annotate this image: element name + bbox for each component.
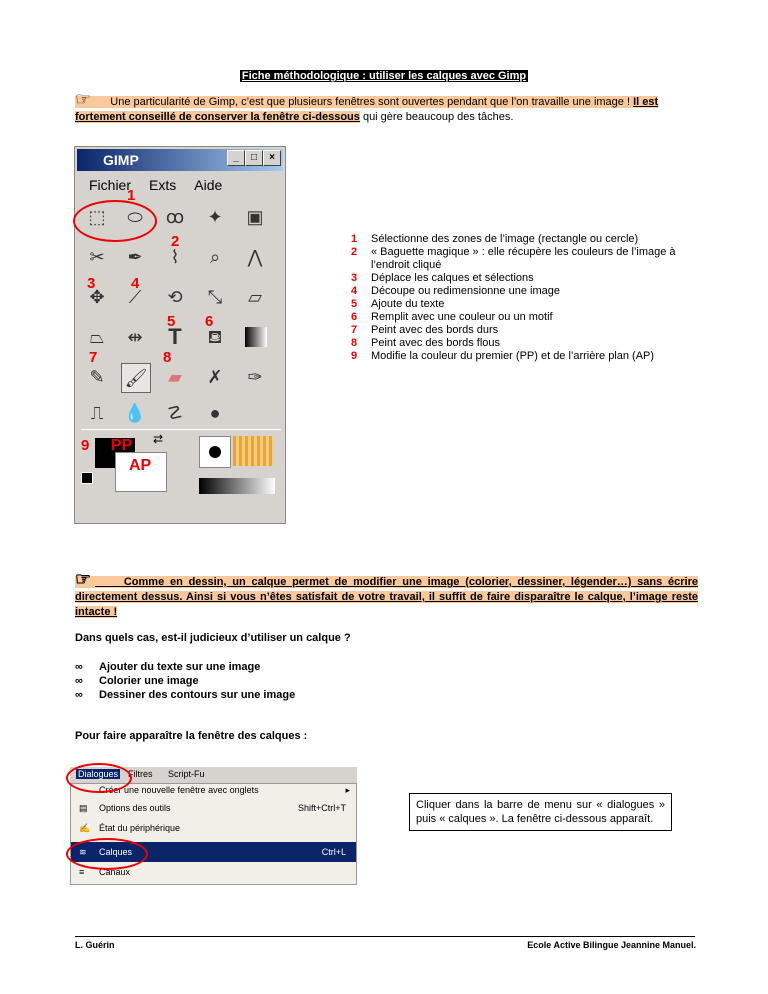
gimp-titlebar: GIMP bbox=[77, 149, 283, 171]
label-6: 6 bbox=[205, 313, 214, 330]
highlight-circle bbox=[73, 200, 157, 242]
dodge-burn-icon: ● bbox=[209, 403, 221, 423]
label-pp: PP bbox=[111, 437, 133, 454]
list-item: 5 Ajoute du texte bbox=[351, 298, 445, 310]
list-item: 3 Déplace les calques et sélections bbox=[351, 272, 534, 284]
tool-legend-list bbox=[344, 233, 684, 363]
paintbrush-icon: 🖌 bbox=[121, 363, 151, 393]
default-colors-icon bbox=[81, 472, 93, 484]
menu-item-canaux: ≡ Canaux bbox=[71, 862, 356, 882]
menu-item-calques: ≋ Calques Ctrl+L bbox=[71, 842, 356, 862]
label-4: 4 bbox=[131, 275, 140, 292]
menu-exts: Exts bbox=[149, 177, 177, 193]
bucket-fill-icon: ⛾ bbox=[207, 327, 223, 347]
text-icon: T bbox=[168, 324, 182, 349]
footer-divider bbox=[75, 936, 695, 937]
zoom-icon: ⌕ bbox=[209, 247, 221, 267]
layers-icon: ≋ bbox=[79, 847, 87, 857]
list-item: ∞ Colorier une image bbox=[75, 675, 199, 687]
page-title: Fiche méthodologique : utiliser les calques avec Gimp bbox=[241, 70, 527, 82]
footer-school: Ecole Active Bilingue Jeannine Manuel. bbox=[527, 940, 696, 950]
list-item: 6 Remplit avec une couleur ou un motif bbox=[351, 311, 553, 323]
tool-options-icon: ▤ bbox=[79, 803, 88, 813]
gradient-preview bbox=[199, 478, 275, 494]
label-3: 3 bbox=[87, 275, 96, 292]
bullet-icon: ∞ bbox=[75, 675, 83, 687]
footer-author: L. Guérin bbox=[75, 940, 115, 950]
list-item: 8 Peint avec des bords flous bbox=[351, 337, 501, 349]
list-item: 9 Modifie la couleur du premier (PP) et de l’arrière plan (AP) bbox=[351, 350, 655, 362]
calque-explanation: ☞ Comme en dessin, un calque permet de modifier une image (colorier, dessiner, légender…) sans écrire directement dessus. Ainsi si vous n’êtes satisfait de votre travail, il suffit de faire disparaître le calque, l’image reste intacte ! bbox=[75, 569, 698, 618]
clone-icon: ⎍ bbox=[90, 403, 104, 423]
close-icon: × bbox=[263, 150, 281, 166]
question-heading: Dans quels cas, est-il judicieux d’utiliser un calque ? bbox=[75, 632, 351, 644]
gimp-menubar bbox=[89, 177, 240, 193]
minimize-icon: _ bbox=[227, 150, 245, 166]
list-item: 4 Découpe ou redimensionne une image bbox=[351, 285, 560, 297]
pointing-hand-icon: ☞ bbox=[75, 89, 92, 109]
instruction-box: Cliquer dans la barre de menu sur « dialogues » puis « calques ». La fenêtre ci-dessous apparaît. bbox=[409, 793, 672, 831]
paths-icon: ✒ bbox=[127, 247, 143, 267]
lasso-icon: ꝏ bbox=[165, 207, 185, 227]
magic-wand-icon: ✦ bbox=[207, 207, 223, 227]
maximize-icon: □ bbox=[245, 150, 263, 166]
intro-paragraph: ☞ Une particularité de Gimp, c’est que plusieurs fenêtres sont ouvertes pendant que l’on travaille une image ! Il est fortement conseillé de conserver la fenêtre ci-dessous qui gère beaucoup des tâches. bbox=[75, 89, 659, 123]
menu-dialogues: Dialogues bbox=[78, 769, 119, 779]
rotate-icon: ⟲ bbox=[167, 287, 183, 307]
device-status-icon: ✍ bbox=[79, 823, 91, 833]
perspective-icon: ⏢ bbox=[89, 327, 105, 347]
label-8: 8 bbox=[163, 349, 172, 366]
color-select-icon: ▣ bbox=[246, 207, 264, 227]
bullet-icon: ∞ bbox=[75, 689, 83, 701]
ellipse-select-icon: ⬭ bbox=[127, 207, 143, 227]
pointing-hand-icon: ☞ bbox=[75, 569, 92, 589]
channels-icon: ≡ bbox=[79, 867, 85, 877]
label-5: 5 bbox=[167, 313, 176, 330]
menu-filtres: Filtres bbox=[128, 769, 153, 779]
eraser-icon: ▰ bbox=[168, 367, 182, 387]
airbrush-icon: ✗ bbox=[207, 367, 223, 387]
gradient-icon bbox=[245, 327, 267, 347]
bullet-icon: ∞ bbox=[75, 661, 83, 673]
list-item: ∞ Ajouter du texte sur une image bbox=[75, 661, 261, 673]
rect-select-icon: ⬚ bbox=[88, 207, 106, 227]
menu-aide: Aide bbox=[194, 177, 223, 193]
label-1: 1 bbox=[127, 187, 136, 204]
ink-icon: ✑ bbox=[247, 367, 263, 387]
dialogues-menu-screenshot bbox=[70, 767, 357, 885]
highlight-circle bbox=[66, 838, 148, 870]
menu-script-fu: Script-Fu bbox=[168, 769, 205, 779]
use-cases-list bbox=[75, 660, 295, 702]
measure-icon: ⋀ bbox=[247, 247, 263, 267]
smudge-icon: ☡ bbox=[166, 403, 184, 423]
submenu-arrow-icon: ▸ bbox=[345, 785, 350, 795]
color-picker-icon: ⌇ bbox=[170, 247, 180, 267]
blur-icon: 💧 bbox=[123, 403, 147, 423]
list-item: 2 « Baguette magique » : elle récupère les couleurs de l’image à l’endroit cliqué bbox=[351, 246, 676, 271]
shear-icon: ▱ bbox=[248, 287, 262, 307]
list-item: 7 Peint avec des bords durs bbox=[351, 324, 499, 336]
move-icon: ✥ bbox=[89, 287, 105, 307]
label-7: 7 bbox=[89, 349, 98, 366]
scissors-icon: ✂ bbox=[89, 247, 105, 267]
swap-colors-icon: ⇄ bbox=[153, 432, 164, 446]
brush-preview bbox=[199, 436, 231, 468]
menu-fichier: Fichier bbox=[89, 177, 132, 193]
scale-icon: ⤡ bbox=[207, 287, 223, 307]
gimp-toolbox-screenshot bbox=[74, 146, 286, 524]
menu-item-new-window: Créer une nouvelle fenêtre avec onglets ▸ bbox=[71, 780, 356, 800]
label-9: 9 bbox=[81, 437, 90, 454]
list-item: ∞ Dessiner des contours sur une image bbox=[75, 689, 296, 701]
flip-icon: ⇹ bbox=[127, 327, 143, 347]
crop-icon: ⟋ bbox=[128, 287, 142, 307]
menu-item-device-status: ✍ État du périphérique bbox=[71, 818, 356, 838]
highlight-circle bbox=[66, 763, 132, 793]
pencil-icon: ✎ bbox=[89, 367, 105, 387]
pattern-preview bbox=[233, 436, 273, 466]
label-ap: AP bbox=[129, 457, 152, 474]
show-layers-heading: Pour faire apparaître la fenêtre des calques : bbox=[75, 730, 308, 742]
menu-item-tool-options: ▤ Options des outils Shift+Ctrl+T bbox=[71, 798, 356, 818]
list-item: 1 Sélectionne des zones de l’image (rectangle ou cercle) bbox=[351, 233, 639, 245]
label-2: 2 bbox=[171, 233, 180, 250]
